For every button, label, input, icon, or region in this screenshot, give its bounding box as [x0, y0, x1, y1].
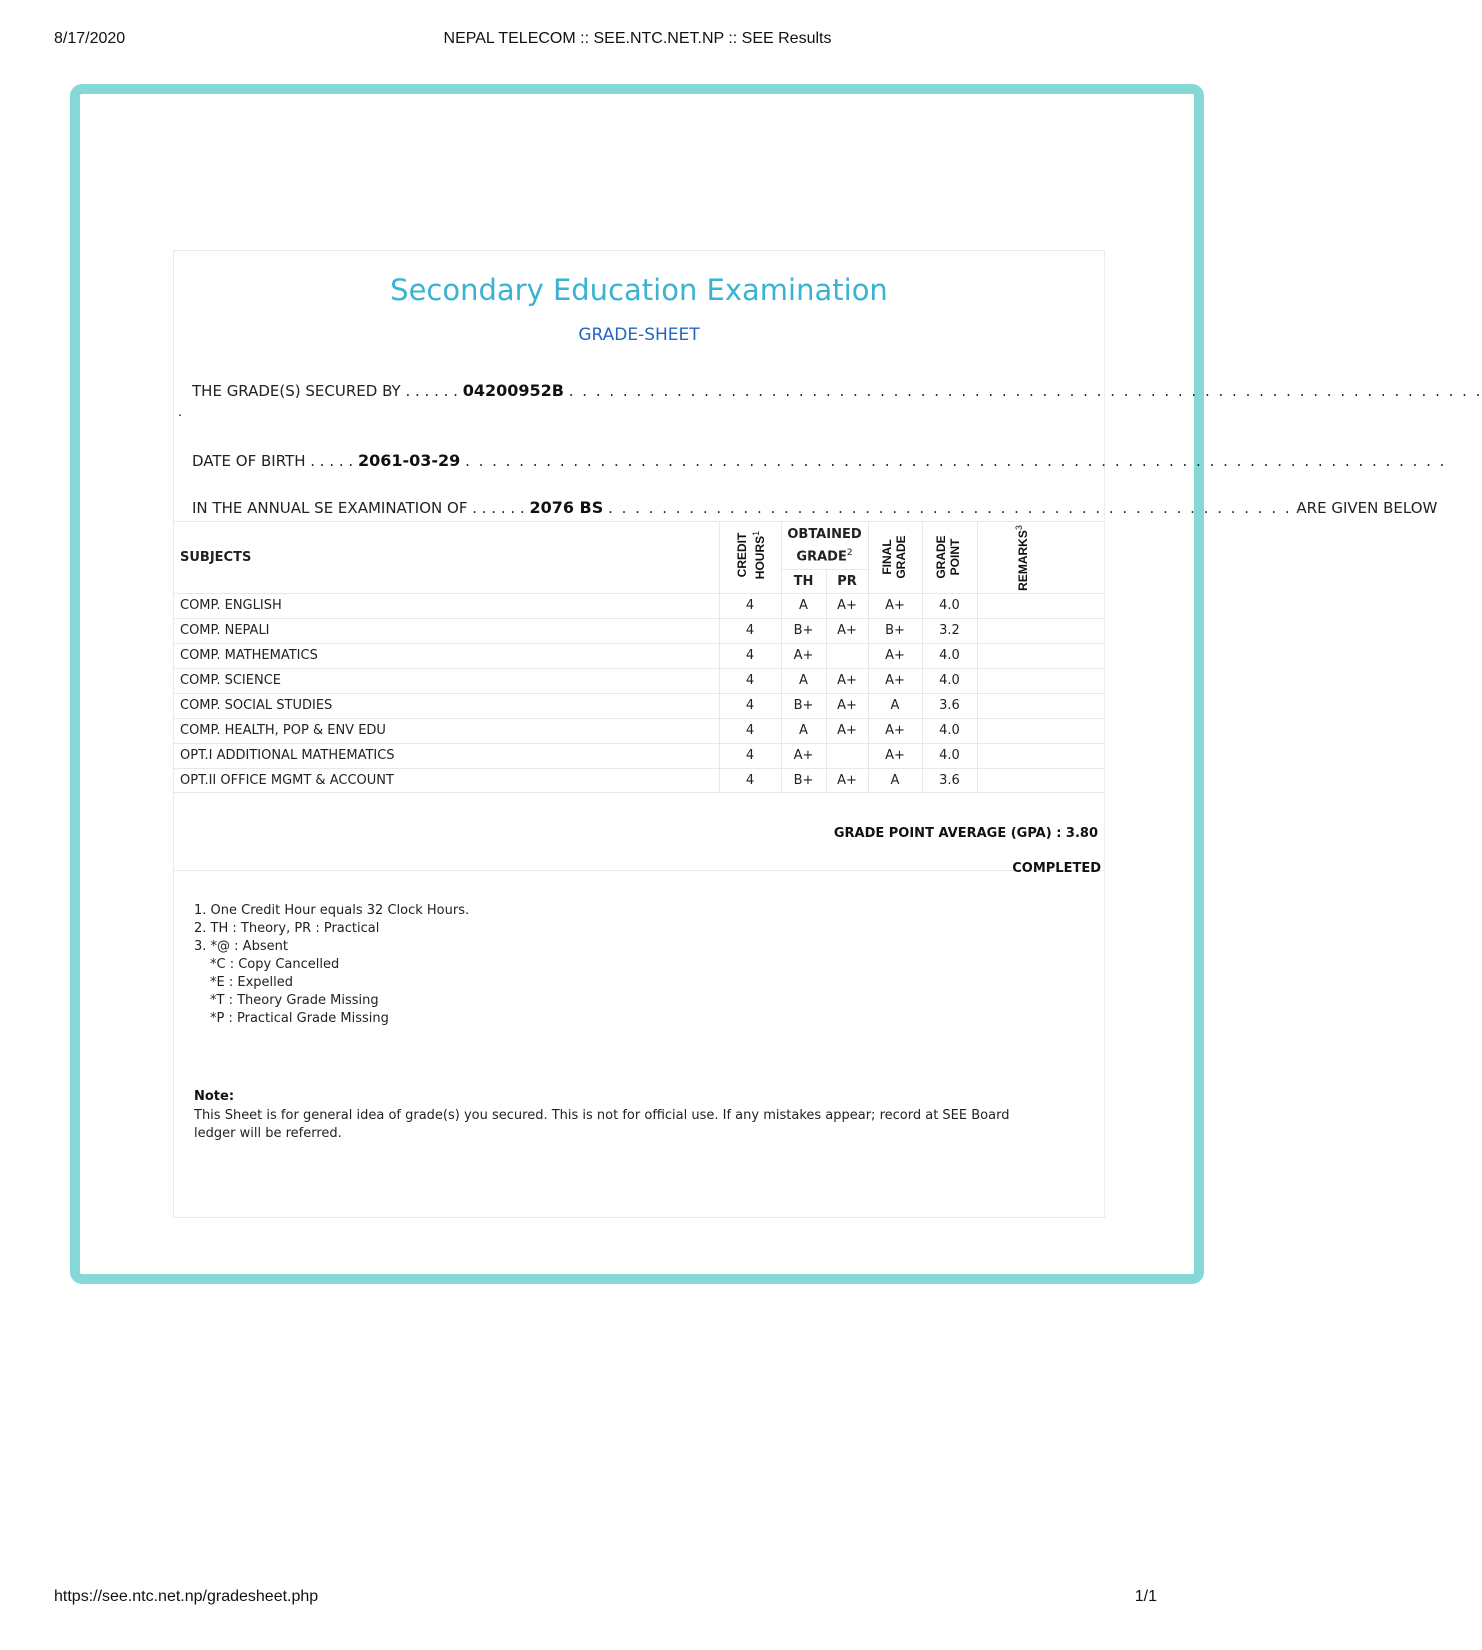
cell-th: B+: [793, 773, 814, 788]
print-page: 1/1: [1134, 1588, 1157, 1605]
header-pr: PR: [837, 574, 857, 589]
cell-final: A+: [885, 723, 905, 738]
cell-th: B+: [793, 698, 814, 713]
exam-label: IN THE ANNUAL SE EXAMINATION OF . . . . . .: [192, 499, 525, 517]
cell-credit: 4: [745, 723, 755, 738]
cell-gp: 3.6: [939, 698, 960, 713]
secured-by-label: THE GRADE(S) SECURED BY . . . . . .: [192, 382, 458, 400]
cell-subject: COMP. SOCIAL STUDIES: [180, 698, 333, 713]
table-row: [174, 643, 1104, 668]
cell-gp: 4.0: [939, 673, 960, 688]
sheet-subtitle: GRADE-SHEET: [578, 325, 700, 345]
cell-final: A+: [885, 648, 905, 663]
cell-credit: 4: [745, 623, 755, 638]
cell-subject: COMP. MATHEMATICS: [180, 648, 318, 663]
exam-year: 2076 BS: [529, 498, 604, 517]
exam-title: Secondary Education Examination: [390, 273, 888, 307]
symbol-number: 04200952B: [462, 381, 564, 400]
remarks-sup: 3: [1014, 525, 1024, 531]
footnote-2: 2. TH : Theory, PR : Practical: [194, 921, 380, 936]
cell-credit: 4: [745, 748, 755, 763]
grade-sheet: [173, 250, 1482, 1218]
header-th: TH: [793, 574, 814, 589]
footnotes: [194, 902, 469, 1028]
table-row: [174, 768, 1104, 793]
header-final-grade: FINAL GRADE: [880, 535, 908, 579]
print-url: https://see.ntc.net.np/gradesheet.php: [54, 1588, 319, 1605]
cell-gp: 3.6: [939, 773, 960, 788]
cell-th: B+: [793, 623, 814, 638]
header-remarks: [1012, 523, 1028, 593]
credit-hours-sup: 1: [751, 530, 761, 536]
footnote-3: 3. *@ : Absent: [194, 939, 288, 954]
stray-dot: .: [178, 403, 182, 419]
cell-gp: 4.0: [939, 648, 960, 663]
cell-final: A+: [885, 673, 905, 688]
cell-final: A+: [885, 748, 905, 763]
cell-credit: 4: [745, 673, 755, 688]
cell-pr: A+: [837, 698, 857, 713]
grade-sub-border: [781, 569, 868, 570]
gpa-value: GRADE POINT AVERAGE (GPA) : 3.80: [833, 826, 1098, 841]
table-row: [174, 593, 1104, 618]
cell-subject: COMP. NEPALI: [180, 623, 270, 638]
dob-value: 2061-03-29: [357, 451, 461, 470]
header-obtained: OBTAINED: [787, 527, 862, 542]
footnote-3t: *T : Theory Grade Missing: [210, 993, 379, 1008]
row-divider: [174, 718, 1104, 719]
cell-pr: A+: [837, 723, 857, 738]
cell-gp: 4.0: [939, 748, 960, 763]
cell-th: A+: [793, 748, 814, 763]
dot-leader: . . . . . . . . . . . . . . . . . . . . . . . . . . . . . . . . . . . . . . . . . . . . . . . . . . . . . . . . . . . . . . . . . . . .: [568, 382, 1482, 400]
table-row: [174, 693, 1104, 718]
exam-suffix: ARE GIVEN BELOW: [1296, 499, 1438, 517]
cell-gp: 3.2: [939, 623, 960, 638]
cell-subject: COMP. HEALTH, POP & ENV EDU: [180, 723, 386, 738]
cell-credit: 4: [745, 648, 755, 663]
exam-line: [192, 498, 1438, 517]
secured-by-line: [192, 381, 1482, 400]
cell-subject: COMP. ENGLISH: [180, 598, 282, 613]
row-divider: [174, 768, 1104, 769]
cell-subject: OPT.I ADDITIONAL MATHEMATICS: [180, 748, 395, 763]
header-grade-label: GRADE: [796, 549, 847, 565]
note-heading: Note:: [194, 1089, 235, 1104]
header-grade-point: GRADE POINT: [934, 535, 962, 579]
row-divider: [174, 693, 1104, 694]
footnote-3p: *P : Practical Grade Missing: [210, 1011, 389, 1026]
cell-th: A: [799, 598, 808, 613]
dot-leader: . . . . . . . . . . . . . . . . . . . . . . . . . . . . . . . . . . . . . . . . . . . . . . . . . . .: [608, 499, 1292, 517]
footnote-1: 1. One Credit Hour equals 32 Clock Hours.: [194, 903, 470, 918]
row-divider: [174, 668, 1104, 669]
cell-credit: 4: [745, 773, 755, 788]
print-header: [0, 30, 1275, 50]
cell-credit: 4: [745, 698, 755, 713]
cell-th: A: [799, 723, 808, 738]
print-date: 8/17/2020: [54, 30, 126, 47]
table-row: [174, 668, 1104, 693]
cell-credit: 4: [745, 598, 755, 613]
cell-final: B+: [885, 623, 905, 638]
cell-pr: A+: [837, 623, 857, 638]
result-status: COMPLETED: [1012, 861, 1101, 876]
row-divider: [174, 743, 1104, 744]
table-row: [174, 618, 1104, 643]
row-divider: [174, 618, 1104, 619]
cell-th: A: [799, 673, 808, 688]
cell-subject: COMP. SCIENCE: [180, 673, 281, 688]
cell-final: A: [890, 698, 900, 713]
header-subjects: SUBJECTS: [180, 550, 252, 565]
dot-leader: . . . . . . . . . . . . . . . . . . . . . . . . . . . . . . . . . . . . . . . . . . . . . . . . . . . . . . . . . . . . . . . . . . . . . . . . .: [465, 452, 1447, 470]
remarks-label: REMARKS: [1016, 530, 1030, 591]
cell-th: A+: [793, 648, 814, 663]
table-top-border: [174, 521, 1104, 522]
cell-final: A: [890, 773, 900, 788]
cell-gp: 4.0: [939, 598, 960, 613]
print-footer: [0, 1588, 1275, 1608]
cell-subject: OPT.II OFFICE MGMT & ACCOUNT: [180, 773, 394, 788]
cell-pr: A+: [837, 773, 857, 788]
obtained-sup: 2: [846, 548, 853, 558]
cell-pr: A+: [837, 673, 857, 688]
table-row: [174, 718, 1104, 743]
footnote-3c: *C : Copy Cancelled: [210, 957, 340, 972]
cell-final: A+: [885, 598, 905, 613]
cell-pr: A+: [837, 598, 857, 613]
row-divider: [174, 643, 1104, 644]
dob-line: [192, 451, 1447, 470]
cell-gp: 4.0: [939, 723, 960, 738]
credit-hours-label: CREDIT HOURS: [735, 532, 767, 580]
header-grade: [781, 548, 868, 564]
header-credit-hours: [735, 517, 765, 593]
print-title: NEPAL TELECOM :: SEE.NTC.NET.NP :: SEE Results: [443, 30, 832, 47]
table-row: [174, 743, 1104, 768]
footnote-3e: *E : Expelled: [210, 975, 293, 990]
dob-label: DATE OF BIRTH . . . . .: [192, 452, 354, 470]
note-body: This Sheet is for general idea of grade(s) you secured. This is not for official use. If any mistakes appear; record at SEE Board ledger will be referred.: [194, 1108, 1010, 1141]
summary-bottom-border: [174, 870, 1104, 871]
